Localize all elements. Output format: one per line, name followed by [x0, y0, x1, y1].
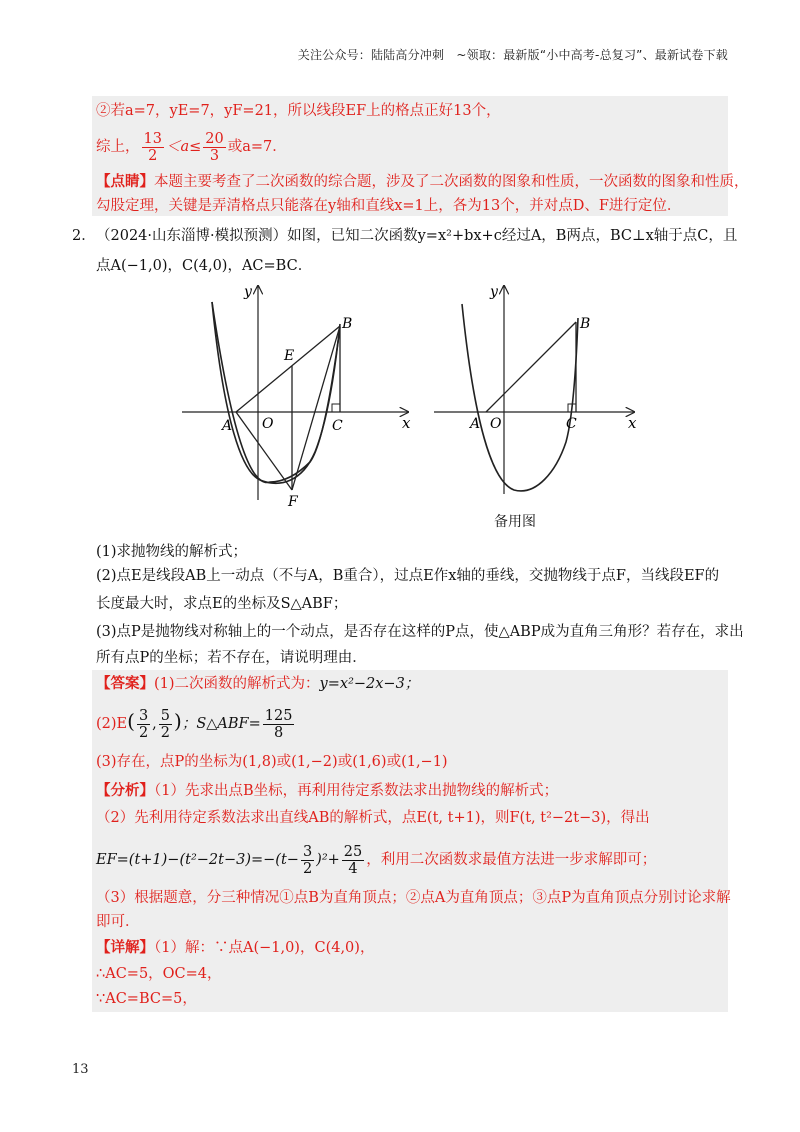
- fraction-3-2: $\frac{3}{2}$: [138, 707, 149, 741]
- analysis-line-1: 【分析】（1）先求出点B坐标，再利用待定系数法求出抛物线的解析式；: [96, 782, 559, 799]
- note-line-2: 勾股定理，关键是弄清格点只能落在y轴和直线x=1上，各为13个，并对点D、F进行定位．: [96, 198, 682, 214]
- label-y: y: [244, 284, 252, 300]
- parabola-curve: [462, 304, 578, 491]
- label-A: A: [222, 418, 233, 434]
- figure-caption: 备用图: [494, 514, 536, 530]
- fraction-125-8: $\frac{125}{8}$: [264, 707, 293, 741]
- line-AB: [486, 322, 576, 412]
- label-E: E: [284, 348, 295, 364]
- problem-number: 2．: [72, 228, 96, 244]
- question-1: (1)求抛物线的解析式；: [96, 544, 248, 560]
- page-header: 关注公众号：陆陆高分冲刺 ~领取：最新版“小中高考-总复习”、最新试卷下载: [297, 48, 728, 62]
- fraction-20-3: $\frac{20}{3}$: [205, 130, 224, 164]
- label-O: O: [262, 416, 274, 432]
- problem-stem-line-1: （2024·山东淄博·模拟预测）如图，已知二次函数y=x²+bx+c经过A，B两点，BC⊥x轴于点C，且: [96, 228, 738, 244]
- analysis-line-3: EF=(t+1)−(t²−2t−3)=−(t− $\frac{3}{2}$ )²+ $\frac{25}{4}$ ，利用二次函数求最值方法进一步求解即可；: [96, 843, 657, 877]
- parabola-figure-main: [180, 282, 415, 512]
- label-F: F: [288, 494, 298, 510]
- line-AB: [236, 326, 340, 412]
- problem-stem-line-2: 点A(−1,0)，C(4,0)，AC=BC．: [96, 258, 313, 274]
- question-3-line-2: 所有点P的坐标；若不存在，请说明理由．: [96, 650, 367, 666]
- solution-line-1: ②若a=7，yE=7，yF=21，所以线段EF上的格点正好13个，: [96, 103, 501, 119]
- question-3-line-1: (3)点P是抛物线对称轴上的一个动点，是否存在这样的P点，使△ABP成为直角三角形？若存在，求出: [96, 624, 744, 640]
- line-BF: [292, 326, 340, 490]
- label-C: C: [332, 418, 343, 434]
- fraction-13-2: $\frac{13}{2}$: [143, 130, 162, 164]
- label-B: B: [580, 316, 591, 332]
- answer-line-2: (2)E( $\frac{3}{2}$ , $\frac{5}{2}$ )；S△ABF= $\frac{125}{8}$: [96, 707, 293, 741]
- label-B: B: [342, 316, 353, 332]
- label-x: x: [628, 414, 637, 432]
- label-O: O: [490, 416, 502, 432]
- label-y: y: [490, 284, 498, 300]
- solution-line-2: 综上， $\frac{13}{2}$ ＜a≤ $\frac{20}{3}$ 或a=7．: [96, 130, 287, 164]
- right-angle-mark: [332, 404, 340, 412]
- answer-line-3: (3)存在，点P的坐标为(1,8)或(1,−2)或(1,6)或(1,−1): [96, 754, 448, 770]
- fraction-3-2: $\frac{3}{2}$: [302, 843, 313, 877]
- answer-line-1: 【答案】(1)二次函数的解析式为：y=x²−2x−3；: [96, 675, 420, 692]
- fraction-25-4: $\frac{25}{4}$: [343, 843, 363, 877]
- detail-line-2: ∴AC=5，OC=4，: [96, 966, 222, 982]
- question-2-line-2: 长度最大时，求点E的坐标及S△ABF；: [96, 596, 348, 612]
- fraction-5-2: $\frac{5}{2}$: [160, 707, 171, 741]
- parabola-figure-backup: [432, 282, 642, 497]
- detail-line-1: 【详解】（1）解：∵点A(−1,0)，C(4,0)，: [96, 939, 375, 956]
- note-line-1: 【点睛】本题主要考查了二次函数的综合题，涉及了二次函数的图象和性质，一次函数的图象和性质，: [96, 173, 749, 190]
- analysis-line-2: （2）先利用待定系数法求出直线AB的解析式，点E(t, t+1)，则F(t, t²−2t−3)，得出: [96, 810, 650, 826]
- page-number: 13: [72, 1062, 89, 1077]
- label-C: C: [566, 416, 577, 432]
- question-2-line-1: (2)点E是线段AB上一动点（不与A，B重合），过点E作x轴的垂线，交抛物线于点F，当线段EF的: [96, 568, 720, 584]
- analysis-line-5: 即可．: [96, 914, 140, 930]
- analysis-line-4: （3）根据题意，分三种情况①点B为直角顶点；②点A为直角顶点；③点P为直角顶点分别讨论求解: [96, 890, 731, 906]
- detail-line-3: ∵AC=BC=5，: [96, 991, 197, 1007]
- label-x: x: [402, 414, 411, 432]
- label-A: A: [470, 416, 481, 432]
